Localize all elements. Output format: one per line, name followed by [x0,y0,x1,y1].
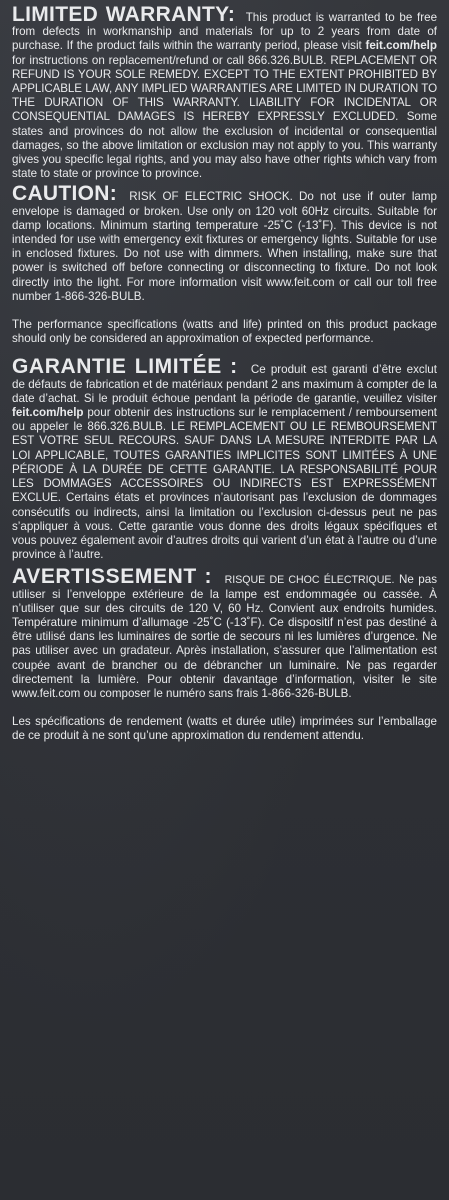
caution-lead: RISK OF ELECTRIC SHOCK. [129,190,293,204]
garantie-limitee-section [12,355,437,562]
avertissement-heading: AVERTISSEMENT : [12,565,213,589]
performance-note-en: The performance specifications (watts and life) printed on this product package should only be considered an approximation of expected performance. [12,318,437,346]
warranty-intro: This product is warranted to be free from defects in workmanship and materials for up to 2 years from date of purchase. If the product fails within the warranty period, please visit [12,11,438,53]
garantie-tail: Certains états et provinces n’autorisant pas l’exclusion de dommages consécutifs ou indirects, ainsi la limitation ou l’exclusion ci-dessus peut ne pas s’appliquer à vous. Cette garantie vous donne des droits légaux spécifiques et vous pouvez également avoir d’autres droits qui varient d’un état à l’autre ou d’une province à l’autre. [12,491,437,562]
warranty-legal-caps: REPLACEMENT OR REFUND IS YOUR SOLE REMEDY. EXCEPT TO THE EXTENT PROHIBITED BY APPLICABLE LAW, ANY IMPLIED WARRANTIES ARE LIMITED IN DURATION TO THE DURATION OF THIS WARRANTY. LIABILITY FOR INCIDENTAL OR CONSEQUENTIAL DAMAGES IS HEREBY EXPRESSLY EXCLUDED. [12,53,437,124]
limited-warranty-section [12,3,438,181]
warranty-help-link: feit.com/help [365,39,437,53]
garantie-intro: Ce produit est garanti d’être exclut de défauts de fabrication et de matériaux pendant 2 ans maximum à compter de la date d’achat. Si le produit échoue pendant la période de garantie, veuillez visiter [12,363,437,405]
performance-note-fr: Les spécifications de rendement (watts et durée utile) imprimées sur l’emballage de ce produit à ne sont qu’une approximation du rendement attendu. [12,715,437,743]
caution-body: Do not use if outer lamp envelope is damaged or broken. Use only on 120 volt 60Hz circuits. Suitable for damp locations. Minimum starting temperature -25˚C (-13˚F). This device is not intended for use with emergency exit fixtures or emergency lights. Suitable for use in enclosed fixtures. Do not use with dimmers. When installing, make sure that power is switched off before connecting or disconnecting to fixture. Do not look directly into the light. For more information visit www.feit.com or call our toll free number 1-866-326-BULB. [12,190,437,303]
garantie-legal-caps: LE REMPLACEMENT OU LE REMBOURSEMENT EST VOTRE SEUL RECOURS. SAUF DANS LA MESURE INTERDITE PAR LA LOI APPLICABLE, TOUTES GARANTIES IMPLICITES SONT LIMITÉES À UNE PÉRIODE À LA DURÉE DE CETTE GARANTIE. LA RESPONSABILITÉ POUR LES DOMMAGES ACCESSOIRES OU INDIRECTS EST EXPRESSÉMENT EXCLUE. [12,420,437,505]
garantie-help-link: feit.com/help [12,406,84,420]
caution-heading: CAUTION: [12,182,118,206]
limited-warranty-heading: LIMITED WARRANTY: [12,3,236,26]
avertissement-section [12,565,437,701]
warranty-tail: Some states and provinces do not allow the exclusion of incidental or consequential damages, so the above limitation or exclusion may not apply to you. This warranty gives you specific legal rights, and you may also have other rights which vary from state to state or province to province. [12,110,437,181]
caution-section [12,182,437,304]
warranty-instructions: for instructions on replacement/refund or call 866.326.BULB. [12,53,327,67]
avertissement-lead: RISQUE DE CHOC ÉLECTRIQUE. [224,574,395,587]
avertissement-body: Ne pas utiliser si l’enveloppe extérieure de la lampe est endommagée ou cassée. À n’utiliser que sur des circuits de 120 V, 60 Hz. Convient aux endroits humides. Température minimum d’allumage -25˚C (-13˚F). Ce dispositif n’est pas destiné à être utilisé dans les luminaires de sortie de secours ni les lumières d’urgence. Ne pas utiliser avec un gradateur. Après installation, s’assurer que l’alimentation est coupée avant de brancher ou de débrancher un luminaire. Ne pas regarder directement la lumière. Pour obtenir davantage d’information, visiter le site www.feit.com ou composer le numéro sans frais 1-866-326-BULB. [12,573,437,700]
garantie-instructions: pour obtenir des instructions sur le remplacement / remboursement ou appeler le 866.326.BULB. [12,406,437,434]
garantie-heading: GARANTIE LIMITÉE : [12,355,238,379]
